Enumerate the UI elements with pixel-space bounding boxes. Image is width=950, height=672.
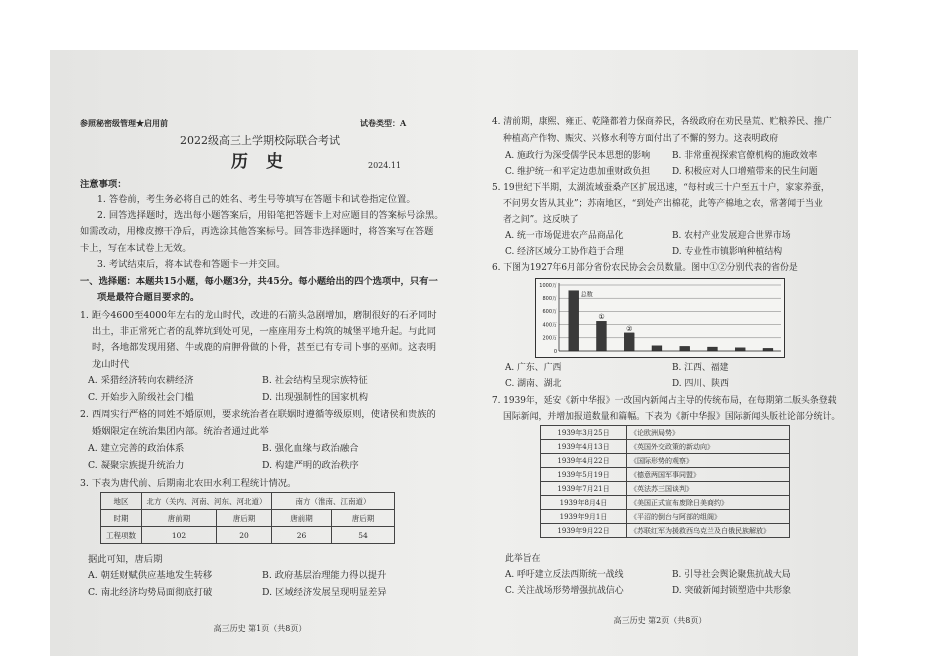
table-cell: 1939年7月21日 <box>541 482 627 496</box>
table-cell: 26 <box>272 527 332 544</box>
table-row <box>101 510 395 527</box>
bar <box>707 347 717 351</box>
question-stem: 此举旨在 <box>505 554 541 564</box>
option-b: B. 政府基层治理能力得以提升 <box>262 570 387 581</box>
notice-line: 2. 回答选择题时，选出每小题答案后，用铅笔把答题卡上对应题目的答案标号涂黑。 <box>97 210 444 221</box>
y-tick-label: 600万 <box>542 309 557 316</box>
table-cell: 1939年5月19日 <box>541 468 627 482</box>
option-a: A. 采猎经济转向农耕经济 <box>88 375 194 386</box>
option-a: A. 呼吁建立反法西斯统一战线 <box>505 570 624 580</box>
paper-type-label: 试卷类型：A <box>360 118 407 128</box>
notice-line: 1. 答卷前，考生务必将自己的姓名、考生号等填写在答题卡和试卷指定位置。 <box>97 194 416 205</box>
option-b: B. 强化血缘与政治融合 <box>262 443 359 454</box>
table-row <box>541 426 790 440</box>
option-d: D. 四川、陕西 <box>672 379 729 389</box>
bar-label: ① <box>598 313 605 322</box>
table-cell: 唐后期 <box>217 510 272 527</box>
question-stem: 2. 西周实行严格的同姓不婚原则，要求统治者在联姻时遵循等级原则，使诸侯和贵族的 <box>80 409 436 420</box>
question-stem: 出土，非正常死亡者的乱葬坑到处可见，一座座用夯土构筑的城堡平地升起。与此同 <box>92 326 436 337</box>
table-cell: 南方（淮南、江南道） <box>272 493 395 510</box>
option-c: C. 维护统一和平定边患加重财政负担 <box>505 167 651 177</box>
option-d: D. 突破新闻封锁塑造中共形象 <box>672 586 791 596</box>
bar <box>735 348 745 351</box>
table-cell: 1939年8月4日 <box>541 496 627 510</box>
table-cell: 1939年9月1日 <box>541 510 627 524</box>
subject-title: 历 史 <box>231 152 289 172</box>
page-footer: 高三历史 第1页（共8页） <box>213 624 307 633</box>
option-a: A. 施政行为深受儒学民本思想的影响 <box>505 151 651 161</box>
question-stem: 婚姻限定在统治集团内部。统治者通过此举 <box>92 426 269 437</box>
table-cell: 《英法苏三国谈判》 <box>627 482 790 496</box>
option-c: C. 凝聚宗族提升统治力 <box>88 460 185 471</box>
option-d: D. 区域经济发展呈现明显差异 <box>262 587 387 598</box>
table-row <box>541 496 790 510</box>
bar <box>652 346 662 351</box>
question-stem: 5. 19世纪下半期，太湖流域蚕桑产区扩展迅速，“每村或三十户至五十户，家家养蚕， <box>492 183 830 193</box>
page-footer: 高三历史 第2页（共8页） <box>613 616 707 625</box>
table-cell: 《美国正式宣布废除日美商约》 <box>627 496 790 510</box>
table-row <box>101 493 395 510</box>
table-cell: 102 <box>142 527 217 544</box>
table-cell: 北方（关内、河南、河东、河北道） <box>142 493 272 510</box>
y-tick-label: 800万 <box>542 296 557 302</box>
option-b: B. 社会结构呈现宗族特征 <box>262 375 368 386</box>
table-row <box>541 440 790 454</box>
option-c: C. 湖南、湖北 <box>505 379 562 389</box>
section-heading: 一、选择题：本题共15小题，每小题3分，共45分。每小题给出的四个选项中，只有一 <box>80 276 438 287</box>
option-a: A. 建立完善的政治体系 <box>88 443 185 454</box>
option-c: C. 开始步入阶级社会门槛 <box>88 392 194 403</box>
bar-label: 总数 <box>580 291 593 299</box>
table-cell: 54 <box>332 527 395 544</box>
question-stem: 4. 清前期，康熙、雍正、乾隆都着力保商养民，各级政府在劝民垦荒、贮粮养民、推广 <box>492 117 832 127</box>
question-stem: 种植高产作物、赈灾、兴修水利等方面付出了不懈的努力。这表明政府 <box>503 134 779 144</box>
option-b: B. 引导社会舆论聚焦抗战大局 <box>672 570 791 580</box>
table-cell: 《英国外交政策的新动向》 <box>627 440 790 454</box>
option-c: C. 南北经济均势局面彻底打破 <box>88 587 213 598</box>
editorial-table <box>540 425 790 538</box>
option-a: A. 朝廷财赋供应基地发生转移 <box>88 570 213 581</box>
table-row <box>101 527 395 544</box>
option-a: A. 统一市场促进农产品商品化 <box>505 231 624 241</box>
table-cell: 唐前期 <box>142 510 217 527</box>
y-tick-label: 0 <box>553 348 557 355</box>
question-stem: 者之间”。这反映了 <box>503 215 579 225</box>
bar <box>763 348 773 351</box>
question-stem: 1. 距今4600至4000年左右的龙山时代，改进的石箭头急剧增加，磨制很好的石矛同时 <box>80 310 437 321</box>
bar <box>624 333 634 351</box>
bar <box>596 321 606 351</box>
question-stem: 7. 1939年，延安《新中华报》一改国内新闻占主导的传统布局，在每期第二版头条登载 <box>492 396 837 406</box>
exam-date: 2024.11 <box>368 161 402 170</box>
bar <box>569 291 579 351</box>
notice-heading: 注意事项： <box>80 179 127 190</box>
option-d: D. 积极应对人口增殖带来的民生问题 <box>672 167 818 177</box>
option-b: B. 非常重视探索官僚机构的施政效率 <box>672 151 818 161</box>
irrigation-table <box>100 492 395 544</box>
table-row <box>541 482 790 496</box>
table-cell: 唐前期 <box>272 510 332 527</box>
table-cell: 唐后期 <box>332 510 395 527</box>
question-stem: 3. 下表为唐代前、后期南北农田水利工程统计情况。 <box>80 478 297 489</box>
table-cell: 时期 <box>101 510 142 527</box>
question-stem: 不问男女皆从其业”；苏南地区，“到处产出棉花，此等产棉地之农，常著闻于当业 <box>503 199 823 209</box>
membership-bar-chart <box>535 278 785 358</box>
table-cell: 20 <box>217 527 272 544</box>
table-cell: 地区 <box>101 493 142 510</box>
option-c: C. 关注战场形势增强抗战信心 <box>505 586 624 596</box>
question-stem: 6. 下图为1927年6月部分省份农民协会会员数量。图中①②分别代表的省份是 <box>492 263 798 273</box>
confidentiality-label: 参照秘密级管理★启用前 <box>80 118 168 128</box>
bar <box>680 346 690 351</box>
table-row <box>541 510 790 524</box>
option-a: A. 广东、广西 <box>505 363 562 373</box>
exam-title: 2022级高三上学期校际联合考试 <box>180 134 340 147</box>
option-d: D. 构建严明的政治秩序 <box>262 460 359 471</box>
option-c: C. 经济区域分工协作趋于合理 <box>505 247 624 257</box>
option-d: D. 专业性市镇影响种植结构 <box>672 247 783 257</box>
option-b: B. 江西、福建 <box>672 363 729 373</box>
question-stem: 龙山时代 <box>92 359 130 370</box>
table-cell: 《论欧洲局势》 <box>627 426 790 440</box>
question-stem: 国际新闻，并增加报道数量和篇幅。下表为《新中华报》国际新闻头版社论部分统计。 <box>503 412 841 422</box>
notice-line: 卡上，写在本试卷上无效。 <box>80 243 192 254</box>
option-b: B. 农村产业发展迎合世界市场 <box>672 231 791 241</box>
section-heading: 项是最符合题目要求的。 <box>97 292 200 303</box>
y-tick-label: 200万 <box>542 335 557 342</box>
table-cell: 《国际形势的观察》 <box>627 454 790 468</box>
bar-label: ② <box>626 324 633 333</box>
table-cell: 《德意两国军事同盟》 <box>627 468 790 482</box>
table-cell: 1939年9月22日 <box>541 524 627 538</box>
table-row <box>541 524 790 538</box>
table-cell: 1939年3月25日 <box>541 426 627 440</box>
table-cell: 《苏联红军为援救西乌克兰及白俄民族解放》 <box>627 524 790 538</box>
table-cell: 《平沼的倒台与阿部的组阁》 <box>627 510 790 524</box>
question-stem: 时，各地都发现用猪、牛或鹿的肩胛骨做的卜骨，甚至已有专司卜事的巫师。这表明 <box>92 342 436 353</box>
table-row <box>541 454 790 468</box>
notice-line: 如需改动，用橡皮擦干净后，再选涂其他答案标号。回答非选择题时，将答案写在答题 <box>80 226 434 237</box>
table-cell: 1939年4月22日 <box>541 454 627 468</box>
table-cell: 工程项数 <box>101 527 142 544</box>
option-d: D. 出现强制性的国家机构 <box>262 392 369 403</box>
table-row <box>541 468 790 482</box>
y-tick-label: 400万 <box>542 322 557 329</box>
notice-line: 3. 考试结束后，将本试卷和答题卡一并交回。 <box>97 259 286 270</box>
question-stem: 据此可知，唐后期 <box>88 554 163 565</box>
table-cell: 1939年4月13日 <box>541 440 627 454</box>
y-tick-label: 1000万 <box>539 282 557 289</box>
